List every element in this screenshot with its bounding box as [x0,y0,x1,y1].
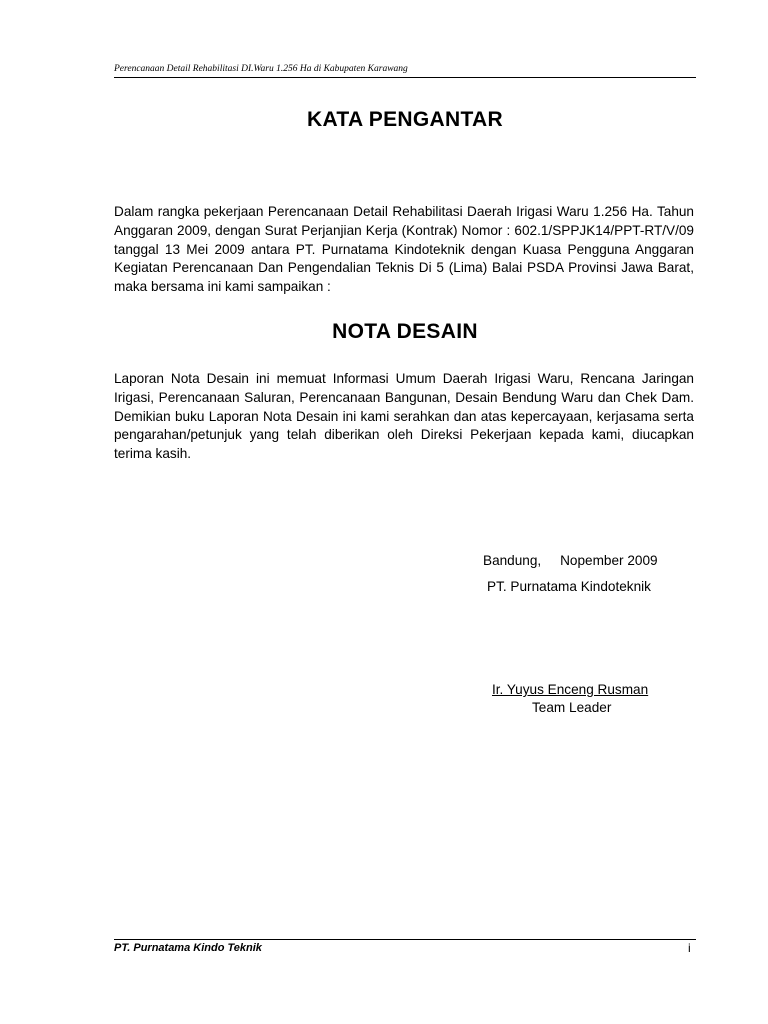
section-title-nota-desain: NOTA DESAIN [332,320,478,343]
page-number: i [688,941,691,955]
signature-place-date: Bandung, Nopember 2009 [483,553,658,568]
signatory-role: Team Leader [532,700,612,715]
header-rule [114,77,696,78]
footer-rule [114,939,696,940]
nota-desain-paragraph: Laporan Nota Desain ini memuat Informasi Umum Daerah Irigasi Waru, Rencana Jaringan Irigasi, Perencanaan Saluran, Perencanaan Bangunan, Desain Bendung Waru dan Chek Dam. Demikian buku Laporan Nota Desain ini kami serahkan dan atas kepercayaan, kerjasama serta pengarahan/petunjuk yang telah diberikan oleh Direksi Pekerjaan kepada kami, diucapkan terima kasih. [114,371,694,462]
signatory-name: Ir. Yuyus Enceng Rusman [492,682,649,697]
signature-company: PT. Purnatama Kindoteknik [487,579,651,594]
section-title-kata-pengantar: KATA PENGANTAR [307,108,503,131]
intro-paragraph: Dalam rangka pekerjaan Perencanaan Detail Rehabilitasi Daerah Irigasi Waru 1.256 Ha. Tahun Anggaran 2009, dengan Surat Perjanjian Kerja (Kontrak) Nomor : 602.1/SPPJK14/PPT-RT/V/09 tanggal 13 Mei 2009 antara PT. Purnatama Kindoteknik dengan Kuasa Pengguna Anggaran Kegiatan Perencanaan Dan Pengendalian Teknis Di 5 (Lima) Balai PSDA Provinsi Jawa Barat, maka bersama ini kami sampaikan : [114,204,694,295]
footer-company: PT. Purnatama Kindo Teknik [114,942,262,954]
running-header: Perencanaan Detail Rehabilitasi DI.Waru 1.256 Ha di Kabupaten Karawang [114,64,408,74]
